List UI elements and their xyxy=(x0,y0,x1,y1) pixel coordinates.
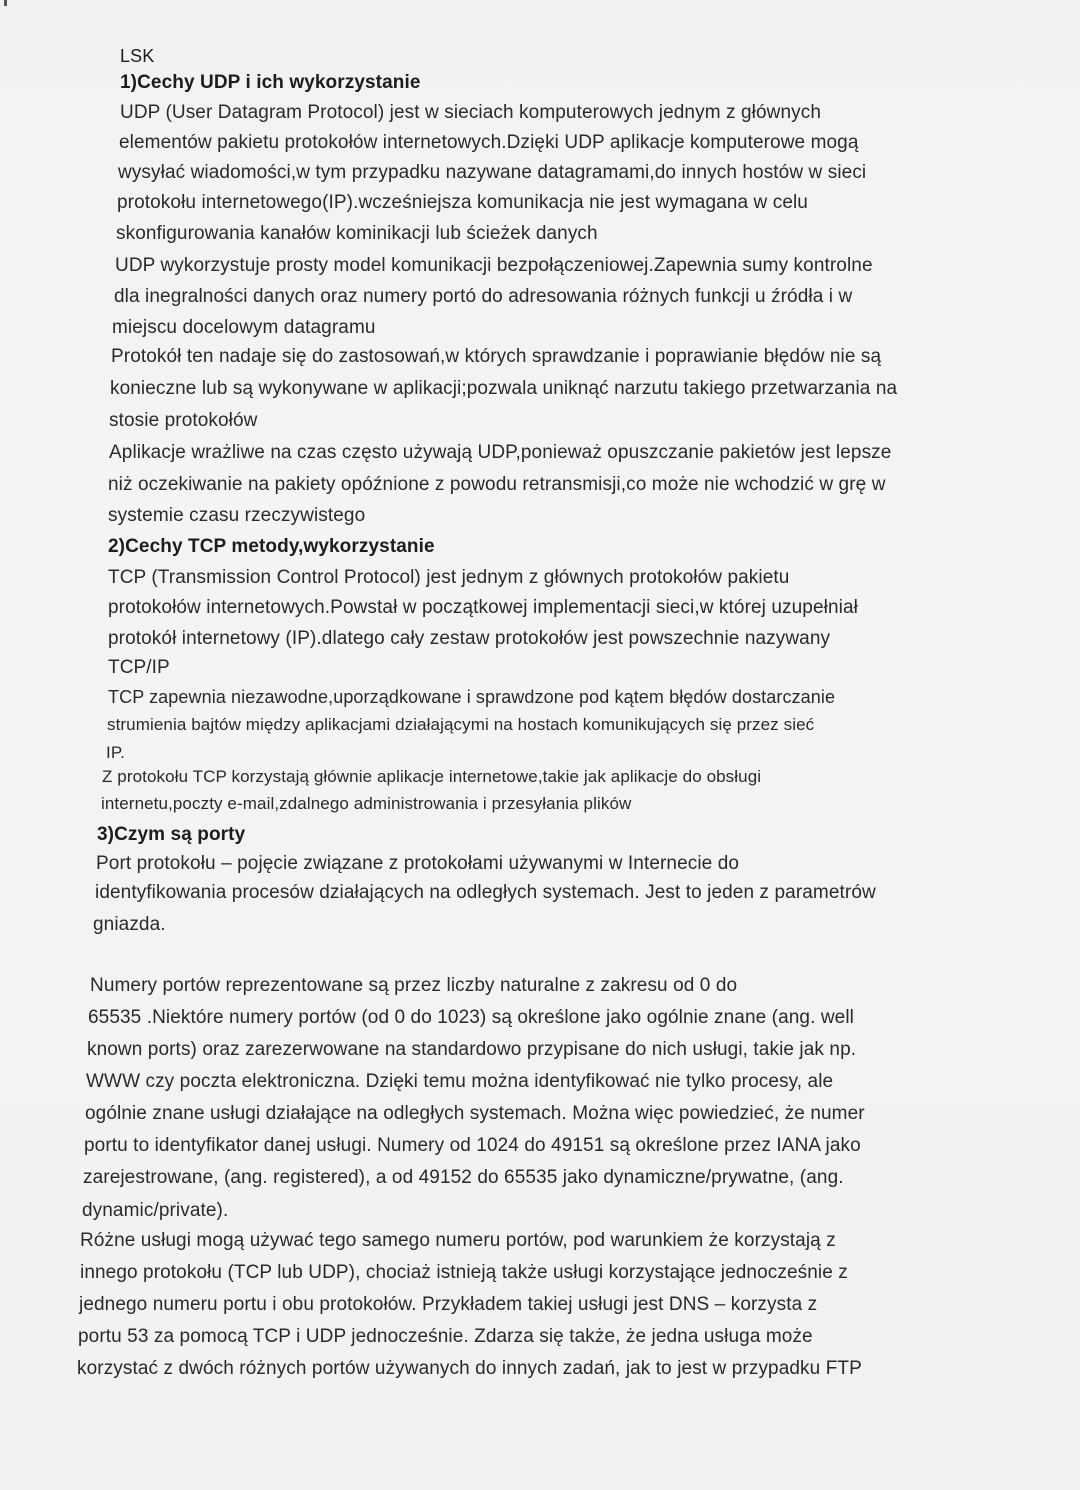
corner-mark xyxy=(4,0,7,6)
section-3-line: portu to identyfikator danej usługi. Numery od 1024 do 49151 są określone przez IANA jako xyxy=(84,1135,861,1156)
section-3-line: portu 53 za pomocą TCP i UDP jednocześnie. Zdarza się także, że jedna usługa może xyxy=(78,1326,813,1347)
section-3-line: known ports) oraz zarezerwowane na standardowo przypisane do nich usługi, takie jak np. xyxy=(87,1039,857,1060)
section-1-line: skonfigurowania kanałów kominikacji lub ścieżek danych xyxy=(116,223,598,244)
section-1-line: dla inegralności danych oraz numery portó do adresowania różnych funkcji u źródła i w xyxy=(114,286,853,307)
section-2-line: IP. xyxy=(106,743,125,762)
section-1-line: elementów pakietu protokołów internetowych.Dzięki UDP aplikacje komputerowe mogą xyxy=(119,132,859,153)
section-1-heading: 1)Cechy UDP i ich wykorzystanie xyxy=(120,72,421,93)
section-2-line: protokołów internetowych.Powstał w początkowej implementacji sieci,w której uzupełniał xyxy=(108,597,858,618)
section-1-line: Protokół ten nadaje się do zastosowań,w których sprawdzanie i poprawianie błędów nie są xyxy=(111,346,882,367)
section-1-line: systemie czasu rzeczywistego xyxy=(108,505,366,526)
section-3-line: 65535 .Niektóre numery portów (od 0 do 1023) są określone jako ogólnie znane (ang. well xyxy=(88,1007,854,1028)
section-1-line: miejscu docelowym datagramu xyxy=(112,317,376,338)
section-3-line: WWW czy poczta elektroniczna. Dzięki temu można identyfikować nie tylko procesy, ale xyxy=(86,1071,834,1092)
section-1-line: UDP (User Datagram Protocol) jest w sieciach komputerowych jednym z głównych xyxy=(120,102,821,123)
section-3-line: Różne usługi mogą używać tego samego numeru portów, pod warunkiem że korzystają z xyxy=(80,1230,836,1251)
document-header: LSK xyxy=(120,46,155,66)
section-2-line: protokół internetowy (IP).dlatego cały zestaw protokołów jest powszechnie nazywany xyxy=(108,628,831,649)
section-3-line: innego protokołu (TCP lub UDP), chociaż istnieją także usługi korzystające jednocześnie z xyxy=(80,1262,848,1283)
section-3-line: Numery portów reprezentowane są przez liczby naturalne z zakresu od 0 do xyxy=(90,975,738,996)
section-3-line: Port protokołu – pojęcie związane z protokołami używanymi w Internecie do xyxy=(96,853,740,874)
section-3-heading: 3)Czym są porty xyxy=(97,824,246,845)
section-2-line: TCP (Transmission Control Protocol) jest jednym z głównych protokołów pakietu xyxy=(108,567,790,588)
section-3-line: identyfikowania procesów działających na odległych systemach. Jest to jeden z parametrów xyxy=(95,882,876,903)
section-2-line: strumienia bajtów między aplikacjami działającymi na hostach komunikujących się przez sieć xyxy=(107,715,815,734)
section-2-line: Z protokołu TCP korzystają głównie aplikacje internetowe,takie jak aplikacje do obsługi xyxy=(102,767,762,786)
section-3-line: gniazda. xyxy=(93,914,166,935)
section-1-line: Aplikacje wrażliwe na czas często używają UDP,ponieważ opuszczanie pakietów jest lepsze xyxy=(109,442,892,463)
section-2-line: TCP zapewnia niezawodne,uporządkowane i sprawdzone pod kątem błędów dostarczanie xyxy=(108,687,836,707)
section-2-line: internetu,poczty e-mail,zdalnego administrowania i przesyłania plików xyxy=(101,794,632,813)
section-3-line: jednego numeru portu i obu protokołów. Przykładem takiej usługi jest DNS – korzysta z xyxy=(79,1294,818,1315)
section-1-line: niż oczekiwanie na pakiety opóźnione z powodu retransmisji,co może nie wchodzić w grę w xyxy=(108,474,886,495)
section-2-line: TCP/IP xyxy=(108,657,170,678)
section-2-heading: 2)Cechy TCP metody,wykorzystanie xyxy=(108,536,435,557)
section-1-line: wysyłać wiadomości,w tym przypadku nazywane datagramami,do innych hostów w sieci xyxy=(118,162,867,183)
section-1-line: protokołu internetowego(IP).wcześniejsza komunikacja nie jest wymagana w celu xyxy=(117,192,808,213)
section-3-line: korzystać z dwóch różnych portów używanych do innych zadań, jak to jest w przypadku FTP xyxy=(77,1358,862,1379)
section-3-line: zarejestrowane, (ang. registered), a od 49152 do 65535 jako dynamiczne/prywatne, (ang. xyxy=(83,1167,844,1188)
section-1-line: stosie protokołów xyxy=(109,410,258,431)
section-1-line: UDP wykorzystuje prosty model komunikacji bezpołączeniowej.Zapewnia sumy kontrolne xyxy=(115,255,873,276)
section-3-line: dynamic/private). xyxy=(82,1200,229,1221)
section-1-line: konieczne lub są wykonywane w aplikacji;pozwala uniknąć narzutu takiego przetwarzania na xyxy=(110,378,898,399)
section-3-line: ogólnie znane usługi działające na odległych systemach. Można więc powiedzieć, że numer xyxy=(85,1103,865,1124)
